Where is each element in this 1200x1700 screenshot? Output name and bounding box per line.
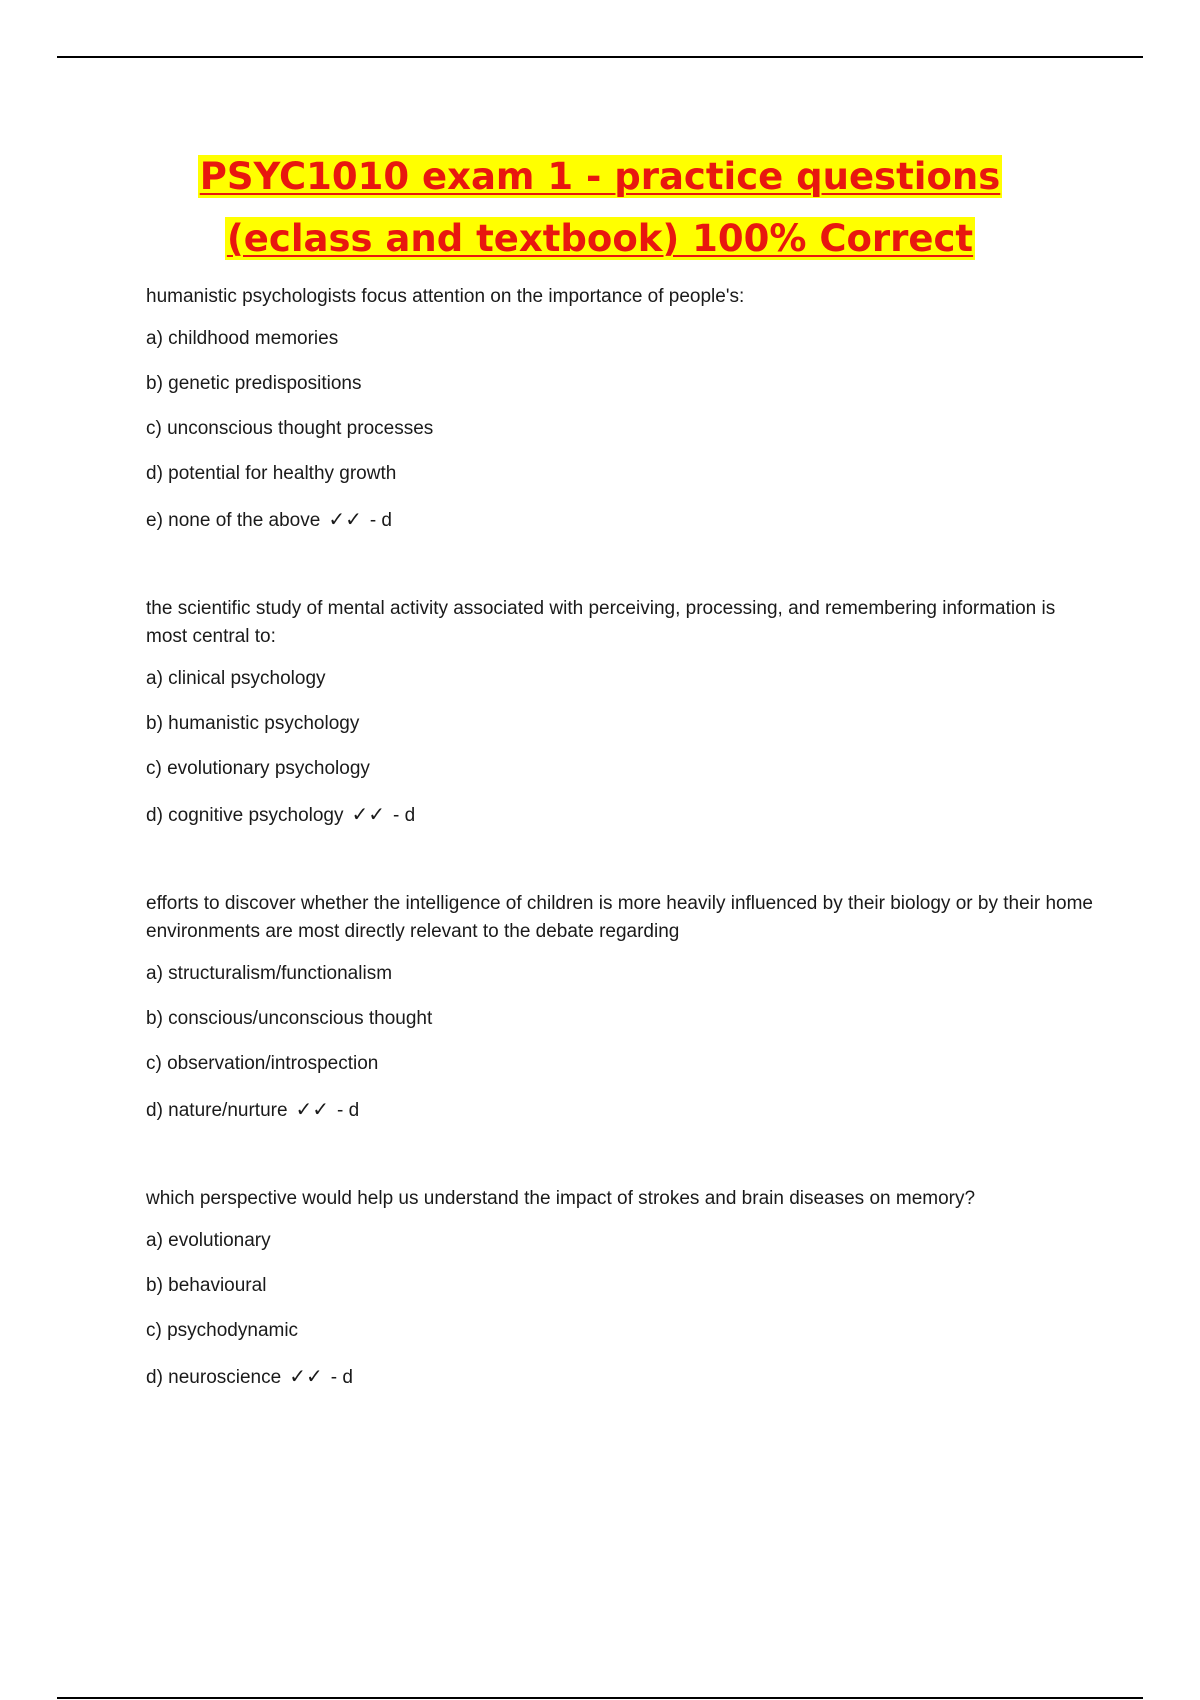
option-c: c) unconscious thought processes [146, 418, 434, 439]
option-e [146, 505, 1096, 535]
option-text: e) none of the above [146, 510, 321, 531]
question-3 [146, 890, 1096, 1125]
question-stem: which perspective would help us understand the impact of strokes and brain diseases on memory? [146, 1188, 976, 1209]
question-2 [146, 595, 1096, 830]
option-b: b) conscious/unconscious thought [146, 1008, 433, 1029]
option-b: b) humanistic psychology [146, 713, 360, 734]
answer-key: - d [337, 1100, 360, 1121]
question-stem: humanistic psychologists focus attention on the importance of people's: [146, 286, 745, 307]
option-d [146, 1362, 1096, 1392]
question-stem: the scientific study of mental activity associated with perceiving, processing, and remembering information is most central to: [146, 598, 1056, 647]
double-check-icon: ✓✓ [289, 1364, 323, 1388]
option-b: b) behavioural [146, 1275, 267, 1296]
option-text: d) neuroscience [146, 1367, 282, 1388]
option-a: a) structuralism/functionalism [146, 963, 393, 984]
option-text: d) nature/nurture [146, 1100, 288, 1121]
option-d: d) potential for healthy growth [146, 463, 397, 484]
option-a: a) evolutionary [146, 1230, 271, 1251]
option-d [146, 800, 1096, 830]
answer-key: - d [369, 510, 393, 531]
answer-key: - d [330, 1367, 353, 1388]
double-check-icon: ✓✓ [328, 507, 362, 531]
top-rule [57, 56, 1143, 58]
question-stem: efforts to discover whether the intelligence of children is more heavily influenced by their biology or by their home environments are most directly relevant to the debate regarding [146, 893, 1093, 942]
double-check-icon: ✓✓ [295, 1097, 330, 1121]
question-list [146, 283, 1096, 1452]
option-a: a) childhood memories [146, 328, 339, 349]
option-b: b) genetic predispositions [146, 373, 362, 394]
double-check-icon: ✓✓ [351, 802, 386, 826]
option-c: c) evolutionary psychology [146, 758, 370, 779]
title-line-2: (eclass and textbook) 100% Correct [226, 217, 974, 260]
bottom-rule [57, 1697, 1143, 1699]
option-text: d) cognitive psychology [146, 805, 344, 826]
option-c: c) observation/introspection [146, 1053, 379, 1074]
option-c: c) psychodynamic [146, 1320, 299, 1341]
answer-key: - d [393, 805, 416, 826]
question-1 [146, 283, 1096, 535]
option-d [146, 1095, 1096, 1125]
option-a: a) clinical psychology [146, 668, 326, 689]
page-title [0, 146, 1200, 270]
question-4 [146, 1185, 1096, 1392]
title-line-1: PSYC1010 exam 1 - practice questions [199, 155, 1001, 198]
